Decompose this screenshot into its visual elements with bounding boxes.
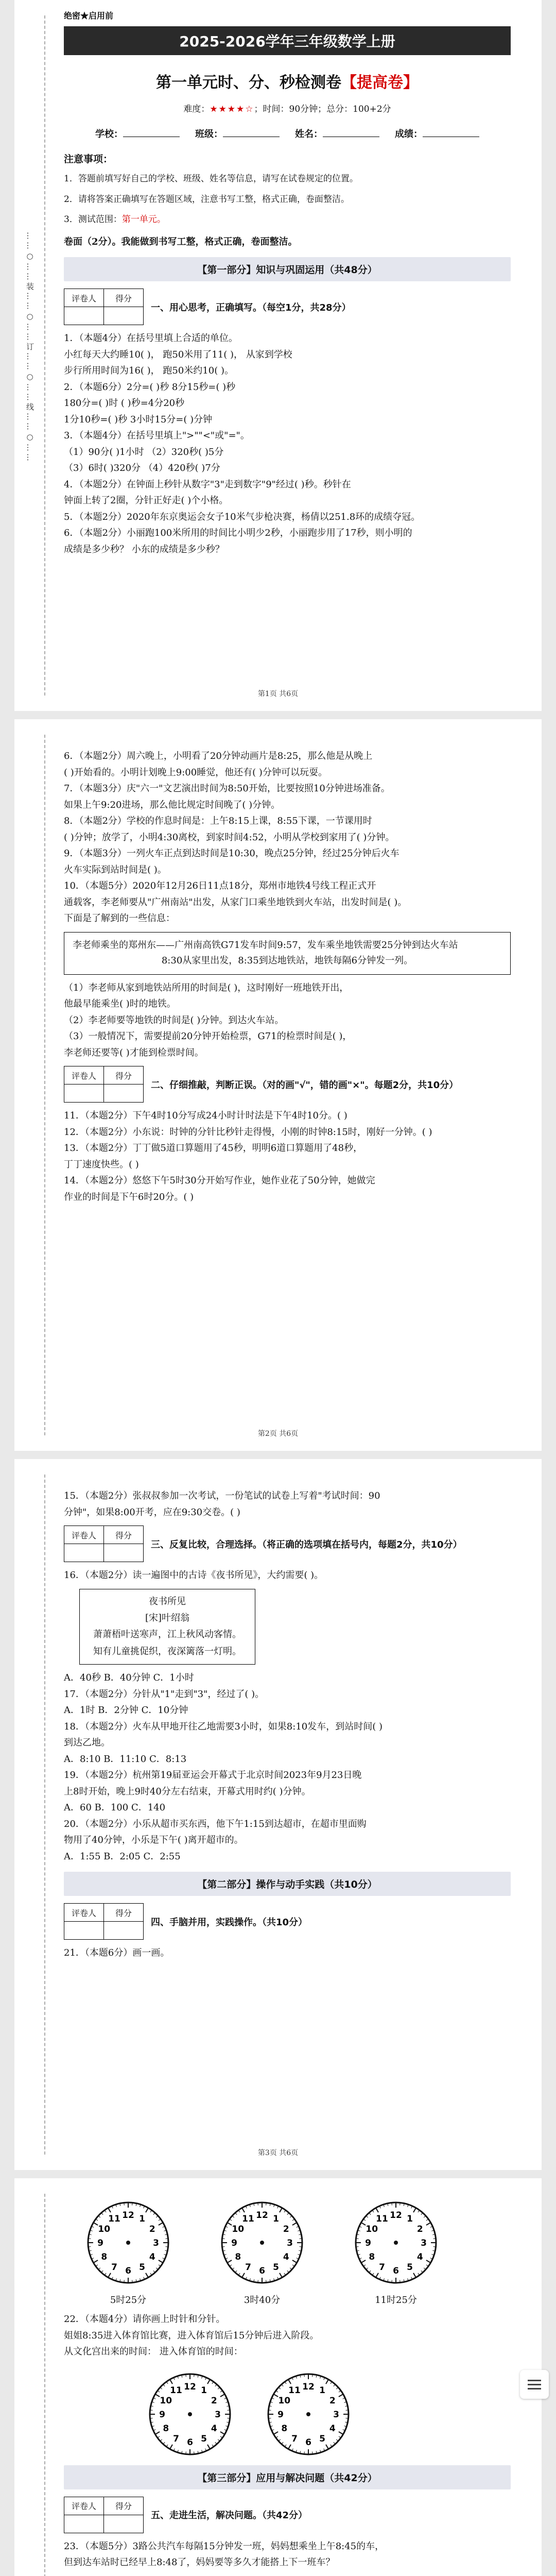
svg-text:7: 7 <box>245 2262 251 2273</box>
school-field[interactable]: 学校： <box>95 127 180 140</box>
svg-text:2: 2 <box>283 2224 289 2234</box>
question-line: 作业的时间是下午6时20分。( ) <box>64 1191 194 1202</box>
page-number: 第2页 共6页 <box>257 1430 299 1438</box>
exam-page-3 <box>14 1459 542 2170</box>
clock-cell <box>352 2199 440 2306</box>
svg-text:6: 6 <box>187 2437 193 2448</box>
menu-icon[interactable] <box>520 2370 549 2399</box>
svg-text:3: 3 <box>421 2238 427 2248</box>
question-line: 从文化宫出来的时间： 进入体育馆的时间： <box>64 2346 243 2357</box>
exam-title-main: 第一单元时、分、秒检测卷 <box>156 74 341 92</box>
section2-heading: 二、仔细推敲，判断正误。（对的画"√"，错的画"×"。每题2分，共10分） <box>151 1079 459 1091</box>
term-title: 2025-2026学年三年级数学上册 <box>64 26 511 55</box>
question-line: ( )开始看的。小明计划晚上9:00睡觉，他还有( )分钟可以玩耍。 <box>64 767 327 778</box>
svg-text:10: 10 <box>232 2224 245 2234</box>
svg-text:1: 1 <box>201 2385 207 2396</box>
score-box <box>64 1526 511 1562</box>
question-line: （2）李老师要等地铁的时间是( )分钟。到达火车站。 <box>64 1014 284 1026</box>
notice-item-3: 3．测试范围：第一单元。 <box>64 214 166 225</box>
answer-options: A．40秒 B．40分钟 C．1小时 <box>64 1672 194 1684</box>
info-line: 李老师乘坐的郑州东——广州南高铁G71发车时间9:57，发车乘坐地铁需要25分钟到达火车站 <box>73 939 458 951</box>
svg-text:7: 7 <box>111 2262 117 2273</box>
clock-caption: 11时25分 <box>375 2295 417 2306</box>
question-line: （3）一般情况下，需要提前20分钟开始检票，G71的检票时间是( )， <box>64 1031 352 1042</box>
question-line: 12．（本题2分）小东说：时钟的分针比秒针走得慢，小刚的时钟8:15时，刚好一分钟。( ) <box>64 1126 432 1138</box>
grader-cell: 评卷人 <box>64 2497 104 2515</box>
question-line: 23．（本题5分）3路公共汽车每隔15分钟发一班，妈妈想乘坐上午8:45的车， <box>64 2540 385 2552</box>
svg-text:1: 1 <box>319 2385 325 2396</box>
exam-page-1 <box>14 0 542 711</box>
notice-item-2: 2．请将答案正确填写在答题区域，注意书写工整，格式正确，卷面整洁。 <box>64 194 350 205</box>
score-box <box>64 1066 511 1103</box>
svg-text:5: 5 <box>139 2262 145 2273</box>
score-cell: 得分 <box>104 1904 144 1922</box>
question-line: 17．（本题2分）分针从"1"走到"3"，经过了( )。 <box>64 1688 265 1700</box>
svg-text:9: 9 <box>277 2409 284 2420</box>
question-line: 1．（本题4分）在括号里填上合适的单位。 <box>64 333 238 344</box>
question-line: 但到达车站时已经早上8:48了，妈妈要等多久才能搭上下一班车？ <box>64 2557 335 2568</box>
exam-title <box>64 70 511 92</box>
score-cell: 得分 <box>104 2497 144 2515</box>
question-line: 通载客，李老师要从"广州南站"出发，从家门口乘坐地铁到火车站，出发时间是( )。 <box>64 896 407 908</box>
exam-title-tag: 【提高卷】 <box>341 74 419 92</box>
difficulty-label: 难度： <box>183 104 210 114</box>
svg-text:6: 6 <box>125 2266 131 2276</box>
svg-text:7: 7 <box>173 2433 179 2444</box>
name-field[interactable]: 姓名： <box>295 127 379 140</box>
grader-cell: 评卷人 <box>64 289 104 307</box>
clock-caption: 3时40分 <box>244 2295 281 2306</box>
svg-text:1: 1 <box>139 2214 145 2225</box>
question-line: 8．（本题2分）学校的作息时间是：上午8:15上课，8:55下课，一节课用时 <box>64 816 372 826</box>
question-line: （1）90分( )1小时 （2）320秒( )5分 <box>64 446 224 457</box>
svg-text:4: 4 <box>149 2252 155 2262</box>
svg-text:6: 6 <box>259 2266 265 2276</box>
clock-cell <box>218 2199 306 2306</box>
exam-page-4 <box>14 2178 542 2576</box>
svg-text:7: 7 <box>379 2262 385 2273</box>
question-line: 步行所用时间为16( )， 跑50米约10( )。 <box>64 365 234 376</box>
question-line: 5．（本题2分）2020年东京奥运会女子10米气步枪决赛，杨倩以251.8环的成绩夺冠。 <box>64 511 421 522</box>
info-box <box>64 932 511 975</box>
question-line: 21．（本题6分）画一画。 <box>64 1947 170 1959</box>
question-line: 2．（本题6分）2分=( )秒 8分15秒=( )秒 <box>64 381 236 393</box>
clock-face-icon[interactable] <box>265 2370 352 2458</box>
question-line: 到达乙地。 <box>64 1737 110 1749</box>
question-line: 成绩是多少秒？ 小东的成绩是多少秒？ <box>64 544 224 555</box>
poem-title: 夜书所见 <box>149 1596 186 1607</box>
poem-line: 萧萧梧叶送寒声，江上秋风动客情。 <box>93 1629 241 1640</box>
question-line: 7．（本题3分）庆"六一"文艺演出时间为8:50开始，比要按照10分钟进场准备。 <box>64 783 390 794</box>
answer-options: A．60 B．100 C．140 <box>64 1802 166 1814</box>
grader-cell: 评卷人 <box>64 1526 104 1544</box>
question-line: 分钟"，如果8:00开考，应在9:30交卷。( ) <box>64 1506 240 1518</box>
svg-text:12: 12 <box>390 2210 402 2221</box>
question-line: 下面是了解到的一些信息： <box>64 913 175 924</box>
difficulty-stars: ★★★★☆ <box>210 104 254 114</box>
question-line: 16．（本题2分）读一遍图中的古诗《夜书所见》，大约需要( )。 <box>64 1570 324 1581</box>
svg-text:5: 5 <box>407 2262 413 2273</box>
svg-text:3: 3 <box>215 2409 221 2420</box>
clock-row-1 <box>84 2199 440 2306</box>
answer-options: A．1:55 B．2:05 C．2:55 <box>64 1851 181 1862</box>
svg-text:5: 5 <box>273 2262 279 2273</box>
info-line: 8:30从家里出发，8:35到达地铁站，地铁每隔6分钟发一列。 <box>161 955 413 967</box>
svg-text:1: 1 <box>407 2214 413 2225</box>
svg-text:11: 11 <box>242 2214 254 2225</box>
svg-text:12: 12 <box>302 2381 315 2392</box>
question-line: 15．（本题2分）张叔叔参加一次考试，一份笔试的试卷上写着"考试时间：90 <box>64 1490 380 1501</box>
notice-item-1: 1．答题前填写好自己的学校、班级、姓名等信息，请写在试卷规定的位置。 <box>64 174 358 184</box>
part1-banner: 【第一部分】知识与巩固运用（共48分） <box>64 257 511 281</box>
svg-text:8: 8 <box>235 2252 241 2262</box>
score-cell: 得分 <box>104 1066 144 1084</box>
svg-text:4: 4 <box>329 2423 336 2434</box>
answer-options: A．1时 B．2分钟 C．10分钟 <box>64 1705 188 1716</box>
svg-text:11: 11 <box>376 2214 388 2225</box>
svg-text:11: 11 <box>170 2385 182 2396</box>
question-line: 火车实际到站时间是( )。 <box>64 864 167 875</box>
svg-text:6: 6 <box>305 2437 311 2448</box>
binding-line <box>24 1475 45 2155</box>
question-line: 物用了40分钟，小乐是下午( )离开超市的。 <box>64 1835 244 1846</box>
svg-text:10: 10 <box>366 2224 378 2234</box>
svg-text:1: 1 <box>273 2214 279 2225</box>
svg-text:12: 12 <box>256 2210 268 2221</box>
answer-options: A．8:10 B．11:10 C．8:13 <box>64 1753 187 1765</box>
student-info-fields <box>64 127 511 140</box>
score-box <box>64 289 511 325</box>
svg-text:10: 10 <box>278 2395 291 2406</box>
question-line: 如果上午9:20进场，那么他比规定时间晚了( )分钟。 <box>64 799 281 810</box>
binding-line <box>24 15 45 696</box>
question-line: 9．（本题3分）一列火车正点到达时间是10:30，晚点25分钟，经过25分钟后火车 <box>64 848 399 859</box>
svg-text:9: 9 <box>159 2409 165 2420</box>
svg-text:8: 8 <box>281 2423 288 2434</box>
question-line: 18．（本题2分）火车从甲地开往乙地需要3小时，如果8:10发车，到站时间( ) <box>64 1721 383 1732</box>
score-box <box>64 1903 511 1940</box>
notice-title: 注意事项： <box>64 154 113 165</box>
part3-banner: 【第三部分】应用与解决问题（共42分） <box>64 2465 511 2489</box>
svg-text:12: 12 <box>184 2381 196 2392</box>
section4-heading: 四、手脑并用，实践操作。（共10分） <box>151 1917 308 1928</box>
svg-text:3: 3 <box>153 2238 159 2248</box>
question-line: 14．（本题2分）悠悠下午5时30分开始写作业，她作业花了50分钟，她做完 <box>64 1175 375 1187</box>
svg-text:2: 2 <box>416 2224 423 2234</box>
clock-face-icon[interactable] <box>146 2370 234 2458</box>
question-line: 上8时开始，晚上9时40分左右结束，开幕式用时约( )分钟。 <box>64 1786 311 1797</box>
svg-text:6: 6 <box>393 2266 399 2276</box>
svg-text:9: 9 <box>97 2238 103 2248</box>
svg-text:9: 9 <box>365 2238 371 2248</box>
binding-line <box>24 735 45 1435</box>
question-line: 丁丁速度快些。( ) <box>64 1159 139 1170</box>
svg-text:10: 10 <box>160 2395 172 2406</box>
svg-text:11: 11 <box>288 2385 301 2396</box>
svg-text:9: 9 <box>231 2238 237 2248</box>
svg-text:2: 2 <box>211 2395 217 2406</box>
page-number: 第1页 共6页 <box>257 690 299 698</box>
question-line: 李老师还要等( )才能到检票时间。 <box>64 1047 204 1058</box>
svg-text:8: 8 <box>101 2252 108 2262</box>
svg-text:10: 10 <box>98 2224 111 2234</box>
svg-text:2: 2 <box>329 2395 336 2406</box>
question-line: 小红每天大约睡10( )， 跑50米用了11( )， 从家到学校 <box>64 349 292 360</box>
question-line: ( )分钟；放学了，小明4:30离校，到家时间4:52，小明从学校到家用了( )分钟。 <box>64 832 395 843</box>
time-score-info: ；时间：90分钟；总分：100+2分 <box>254 104 391 114</box>
clock-face-icon[interactable] <box>84 2199 172 2286</box>
question-line: 3．（本题4分）在括号里填上">""<"或"="。 <box>64 430 250 441</box>
svg-text:4: 4 <box>211 2423 217 2434</box>
exam-meta <box>64 101 511 114</box>
section1-heading: 一、用心思考，正确填写。（每空1分，共28分） <box>151 302 351 313</box>
question-line: （3）6时( )320分 （4）420秒( )7分 <box>64 463 220 473</box>
poem-author: [宋]叶绍翁 <box>145 1612 190 1623</box>
question-line: 22．（本题4分）请你画上时针和分针。 <box>64 2314 225 2325</box>
question-line: 6．（本题2分）小丽跑100米所用的时间比小明少2秒，小丽跑步用了17秒，则小明的 <box>64 528 412 538</box>
binding-line <box>24 2194 45 2576</box>
svg-text:12: 12 <box>122 2210 134 2221</box>
section3-heading: 三、反复比较，合理选择。（将正确的选项填在括号内，每题2分，共10分） <box>151 1539 462 1550</box>
poem-box <box>79 1589 255 1665</box>
score-field[interactable]: 成绩： <box>395 127 479 140</box>
binding-text: ……○……装……○……订……○……线……○…… <box>25 232 34 463</box>
page-number: 第3页 共6页 <box>257 2149 299 2157</box>
question-line: 180分=( )时 ( )秒=4分20秒 <box>64 398 185 409</box>
secret-label: 绝密★启用前 <box>64 11 114 21</box>
test-scope: 第一单元。 <box>121 214 166 225</box>
neatness-note: 卷面（2分）。我能做到书写工整，格式正确，卷面整洁。 <box>64 236 298 247</box>
clock-face-icon[interactable] <box>352 2199 440 2286</box>
clock-row-2 <box>146 2370 511 2458</box>
question-line: 姐姐8:35进入体育馆比赛，进入体育馆后15分钟后进入阶段。 <box>64 2330 319 2341</box>
svg-text:5: 5 <box>201 2433 207 2444</box>
svg-text:3: 3 <box>333 2409 339 2420</box>
svg-text:4: 4 <box>416 2252 423 2262</box>
section5-heading: 五、走进生活，解决问题。（共42分） <box>151 2510 308 2521</box>
svg-text:2: 2 <box>149 2224 155 2234</box>
svg-text:8: 8 <box>163 2423 169 2434</box>
score-cell: 得分 <box>104 1526 144 1544</box>
svg-text:4: 4 <box>283 2252 289 2262</box>
question-line: 20．（本题2分）小乐从超市买东西，他下午1:15到达超市，在超市里面购 <box>64 1818 367 1829</box>
svg-text:11: 11 <box>108 2214 120 2225</box>
question-line: （1）李老师从家到地铁站所用的时间是( )，这时刚好一班地铁开出， <box>64 982 349 993</box>
grader-cell: 评卷人 <box>64 1066 104 1084</box>
question-line: 13．（本题2分）丁丁做5道口算题用了45秒，明明6道口算题用了48秒， <box>64 1143 363 1154</box>
exam-page-2 <box>14 719 542 1451</box>
question-line: 1分10秒=( )秒 3小时15分=( )分钟 <box>64 414 213 425</box>
class-field[interactable]: 班级： <box>195 127 280 140</box>
question-line: 10．（本题5分）2020年12月26日11点18分，郑州市地铁4号线工程正式开 <box>64 880 376 891</box>
poem-line: 知有儿童挑促织，夜深篱落一灯明。 <box>93 1646 241 1657</box>
question-line: 他最早能乘坐( )时的地铁。 <box>64 998 176 1010</box>
part2-banner: 【第二部分】操作与动手实践（共10分） <box>64 1872 511 1896</box>
svg-text:3: 3 <box>287 2238 293 2248</box>
svg-text:8: 8 <box>369 2252 375 2262</box>
question-line: 钟面上转了2圈，分针正好走( )个小格。 <box>64 495 229 506</box>
question-line: 4．（本题2分）在钟面上秒针从数字"3"走到数字"9"经过( )秒。秒针在 <box>64 479 351 490</box>
question-line: 11．（本题2分）下午4时10分写成24小时计时法是下午4时10分。( ) <box>64 1110 348 1122</box>
question-line: 6．（本题2分）周六晚上，小明看了20分钟动画片是8:25，那么他是从晚上 <box>64 751 373 761</box>
clock-caption: 5时25分 <box>110 2295 147 2306</box>
score-cell: 得分 <box>104 289 144 307</box>
score-box <box>64 2497 511 2533</box>
question-line: 19．（本题2分）杭州第19届亚运会开幕式于北京时间2023年9月23日晚 <box>64 1770 362 1781</box>
grader-cell: 评卷人 <box>64 1904 104 1922</box>
clock-face-icon[interactable] <box>218 2199 306 2286</box>
svg-text:5: 5 <box>319 2433 325 2444</box>
svg-text:7: 7 <box>291 2433 298 2444</box>
clock-cell <box>84 2199 172 2306</box>
